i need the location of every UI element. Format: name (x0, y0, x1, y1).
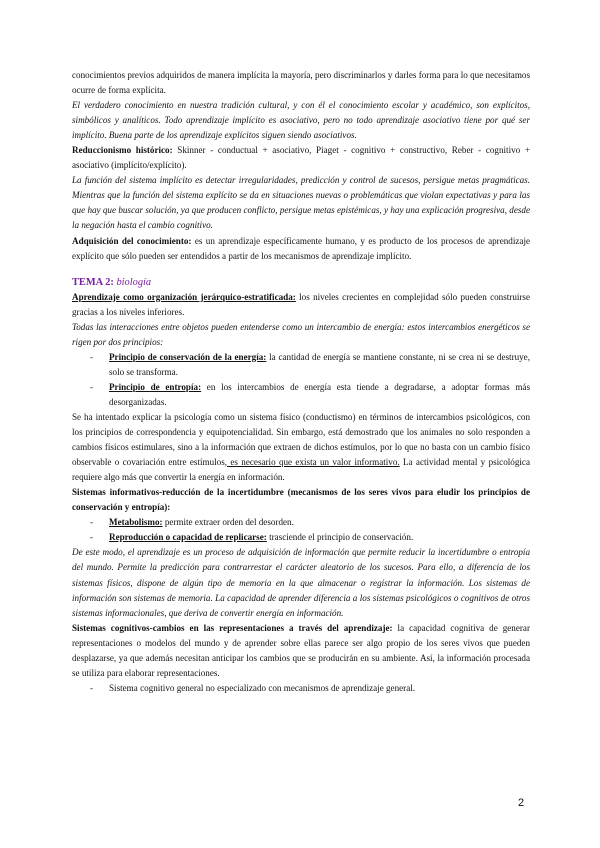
mechanisms-list (72, 515, 530, 545)
dash-marker: - (90, 517, 94, 528)
document-page (72, 68, 530, 696)
cognitive-list (72, 681, 530, 696)
paragraph-true-knowledge: El verdadero conocimiento en nuestra tradición cultural, y con él el conocimiento escolar y académico, son explícitos, simbólicos y analíticos. Todo aprendizaje implícito es asociativo, pero no todo aprendizaje asociativo tiene por qué ser implícito. Buena parte de los aprendizaje explícitos siguen siendo asociativos. (72, 100, 530, 141)
text-run: La actividad mental y psicológica requiere algo más que convertir la energía en información. (72, 457, 530, 483)
page-number: 2 (518, 797, 525, 809)
underlined-text: es necesario que exista un valor informativo. (227, 457, 400, 468)
list-item (72, 681, 530, 696)
term-text: la cantidad de energía se mantiene constante, ni se crea ni se destruye, solo se transforma. (109, 351, 530, 377)
term-label: Adquisición del conocimiento: (72, 235, 192, 246)
list-item (72, 380, 530, 410)
list-item (72, 350, 530, 380)
list-item-text: Sistema cognitivo general no especializado con mecanismos de aprendizaje general. (109, 682, 416, 693)
dash-marker: - (90, 351, 94, 362)
list-item (72, 530, 530, 545)
term-label: Principio de entropía: (109, 381, 202, 392)
principles-list (72, 350, 530, 410)
paragraph-cognitive-systems (72, 621, 530, 681)
term-text: la capacidad cognitiva de generar representaciones o modelos del mundo y de aprender sobre ellas parece ser algo propio de los seres vivos que pueden desplazarse, ya que además necesitan anticipar los cambios que se producirán en su ambiente. Así, la información procesada se utiliza para elaborar representaciones. (72, 622, 530, 678)
dash-marker: - (90, 381, 94, 392)
term-text: en los intercambios de energía esta tiende a degradarse, a adoptar formas más desorganizadas. (109, 381, 530, 407)
dash-marker: - (90, 682, 94, 693)
term-text: trasciende el principio de conservación. (266, 532, 414, 543)
term-label: Sistemas cognitivos-cambios en las representaciones a través del aprendizaje: (72, 622, 393, 633)
paragraph-historical-reductionism (72, 143, 530, 173)
paragraph-energy-exchange: Todas las interacciones entre objetos pueden entenderse como un intercambio de energía: estos intercambios energéticos se rigen por dos principios: (72, 321, 530, 347)
paragraph-psychology-physical-system (72, 410, 530, 485)
term-label: Metabolismo: (109, 517, 163, 528)
section-heading-tema-2 (72, 275, 530, 290)
term-label: Reproducción o capacidad de replicarse: (109, 532, 267, 543)
term-label: Principio de conservación de la energía: (109, 351, 267, 362)
term-text: Skinner - conductual + asociativo, Piaget - cognitivo + constructivo, Reber - cognitivo + asociativo (implícito/explícito). (72, 145, 530, 171)
term-text: permite extraer orden del desorden. (162, 517, 294, 528)
list-item (72, 515, 530, 530)
paragraph-learning-information: De este modo, el aprendizaje es un proceso de adquisición de información que permite reducir la incertidumbre o entropía del mundo. Permite la predicción para contrarrestar el carácter aleatorio de los sucesos. Para ello, a diferencia de los sistemas físicos, dispone de algún tipo de memoria en la que almacenar o registrar la información. Los sistemas de información son sistemas de memoria. La capacidad de aprender diferencia a los sistemas psicológicos o cognitivos de otros sistemas informacionales, que deriva de convertir energía en información. (72, 547, 530, 618)
section-heading-subtitle: biología (116, 276, 152, 288)
term-text: es un aprendizaje específicamente humano, y es producto de los procesos de aprendizaje explícito que sólo pueden ser entendidos a partir de los mecanismos de aprendizaje implícito. (72, 235, 531, 261)
paragraph-information-systems: Sistemas informativos-reducción de la incertidumbre (mecanismos de los seres vivos para eludir los principios de conservación y entropía): (72, 487, 530, 513)
text-run: Se ha intentado explicar la psicología como un sistema físico (conductismo) en términos de intercambios psicológicos, con los principios de correspondencia y equipotencialidad. Sin embargo, está demostrado que los animales no solo responden a cambios físicos estimulares, sino a la información que extraen de dichos estímulos, por lo que no basta con un cambio físico observable o covariación entre estímulos, (72, 411, 530, 468)
dash-marker: - (90, 532, 94, 543)
term-label: Reduccionismo histórico: (72, 145, 173, 156)
section-heading-label: TEMA 2: (72, 276, 114, 288)
paragraph-prior-knowledge: conocimientos previos adquiridos de manera implícita la mayoría, pero discriminarlos y darles forma para lo que necesitamos ocurre de forma explícita. (72, 70, 530, 96)
term-text: los niveles crecientes en complejidad sólo pueden construirse gracias a los niveles inferiores. (72, 291, 530, 317)
term-label: Aprendizaje como organización jerárquico-estratificada: (72, 291, 296, 302)
paragraph-hierarchical-learning (72, 290, 530, 320)
paragraph-implicit-function: La función del sistema implícito es detectar irregularidades, predicción y control de sucesos, persigue metas pragmáticas. Mientras que la función del sistema explícito se da en situaciones nuevas o problemáticas que violan expectativas y para las que hay que buscar solución, ya que producen conflicto, persigue metas epistémicas, y hay una explicación progresiva, desde la negación hasta el cambio cognitivo. (72, 175, 530, 231)
paragraph-knowledge-acquisition (72, 234, 530, 264)
